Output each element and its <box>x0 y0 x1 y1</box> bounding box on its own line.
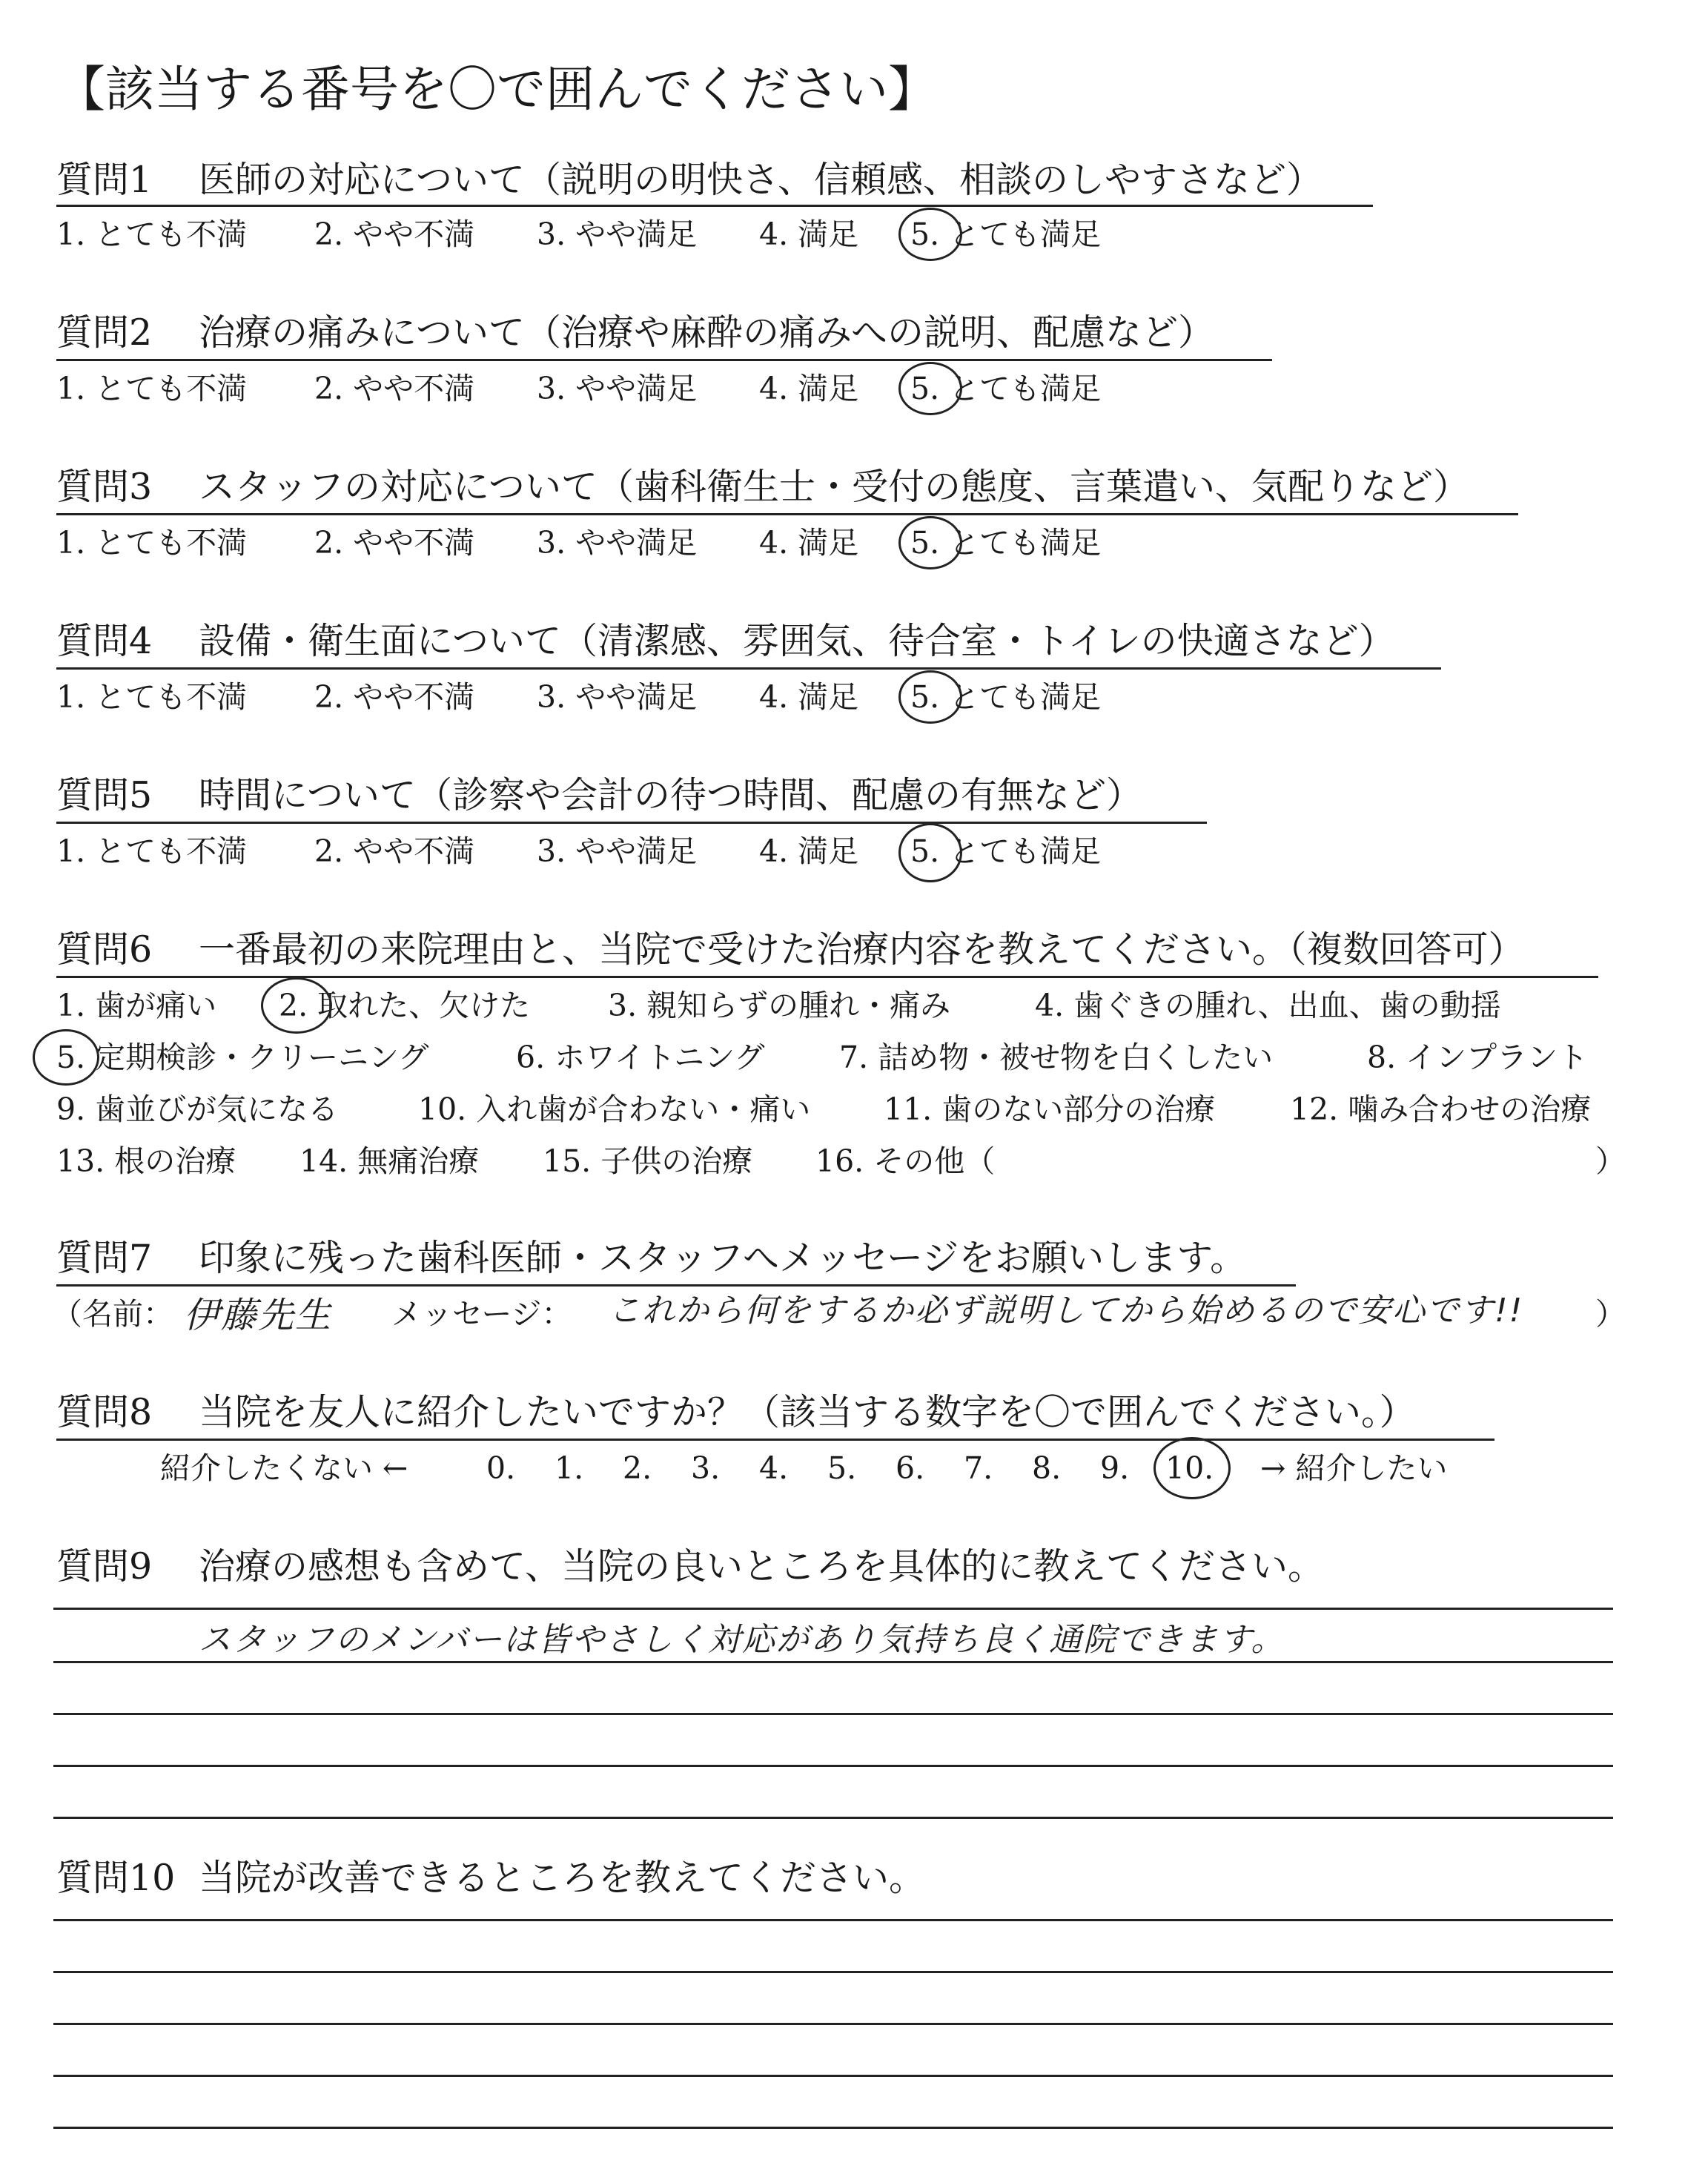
q6-option-9[interactable]: 9. 歯並びが気になる <box>56 1091 339 1127</box>
q1-option-4[interactable]: 4. 満足 <box>759 217 859 252</box>
question-8-label: 質問8 <box>56 1391 153 1433</box>
q5-option-1[interactable]: 1. とても不満 <box>56 833 248 869</box>
q6-other-close-paren: ） <box>1595 1143 1626 1179</box>
q8-scale-1[interactable]: 1. <box>555 1450 584 1486</box>
question-6-label: 質問6 <box>56 928 153 971</box>
q2-option-4[interactable]: 4. 満足 <box>759 371 859 406</box>
question-9-label: 質問9 <box>56 1545 153 1588</box>
question-2-label: 質問2 <box>56 311 153 354</box>
q8-scale-5[interactable]: 5. <box>827 1450 857 1486</box>
question-2-underline <box>56 359 1272 361</box>
question-9-text: 治療の感想も含めて、当院の良いところを具体的に教えてください。 <box>199 1545 1325 1588</box>
question-1-text: 医師の対応について（説明の明快さ、信頼感、相談のしやすさなど） <box>199 159 1323 201</box>
q6-option-8[interactable]: 8. インプラント <box>1367 1040 1589 1075</box>
q1-answer-circle <box>898 208 962 261</box>
question-3-label: 質問3 <box>56 466 153 508</box>
q3-answer-circle <box>898 516 962 569</box>
q3-option-4[interactable]: 4. 満足 <box>759 525 859 561</box>
q6-option-15[interactable]: 15. 子供の治療 <box>543 1143 753 1179</box>
question-4-text: 設備・衛生面について（清潔感、雰囲気、待合室・トイレの快適さなど） <box>199 620 1395 662</box>
q6-option-4[interactable]: 4. 歯ぐきの腫れ、出血、歯の動揺 <box>1035 988 1501 1023</box>
q8-scale-7[interactable]: 7. <box>964 1450 993 1486</box>
q6-option-5[interactable]: 5. 定期検診・クリーニング <box>56 1040 429 1075</box>
question-7-underline <box>56 1284 1296 1287</box>
q6-answer-circle-2 <box>261 977 332 1034</box>
question-10-text: 当院が改善できるところを教えてください。 <box>199 1857 926 1899</box>
q5-option-4[interactable]: 4. 満足 <box>759 833 859 869</box>
q7-close-paren: ） <box>1595 1296 1626 1332</box>
q6-option-1[interactable]: 1. 歯が痛い <box>56 988 217 1023</box>
q3-option-2[interactable]: 2. やや不満 <box>314 525 475 561</box>
q9-answer-line-1 <box>53 1608 1613 1610</box>
q4-option-3[interactable]: 3. やや満足 <box>537 679 698 715</box>
question-1-label: 質問1 <box>56 159 153 201</box>
q6-option-11[interactable]: 11. 歯のない部分の治療 <box>884 1091 1216 1127</box>
q6-option-16[interactable]: 16. その他（ <box>815 1143 996 1179</box>
q10-answer-line-4 <box>53 2075 1613 2077</box>
q4-answer-circle <box>898 670 962 724</box>
q1-option-2[interactable]: 2. やや不満 <box>314 217 475 252</box>
q6-option-14[interactable]: 14. 無痛治療 <box>299 1143 480 1179</box>
q8-scale-10[interactable]: 10. <box>1165 1450 1214 1486</box>
question-1-underline <box>56 205 1373 207</box>
q9-answer-line-3 <box>53 1713 1613 1715</box>
question-6-text: 一番最初の来院理由と、当院で受けた治療内容を教えてください。（複数回答可） <box>199 928 1525 971</box>
q8-right-label: → 紹介したい <box>1260 1450 1448 1486</box>
q10-answer-line-1 <box>53 1919 1613 1921</box>
q2-option-1[interactable]: 1. とても不満 <box>56 371 248 406</box>
q6-option-7[interactable]: 7. 詰め物・被せ物を白くしたい <box>839 1040 1274 1075</box>
question-3-underline <box>56 513 1518 515</box>
q5-option-5[interactable]: 5. とても満足 <box>910 833 1102 869</box>
question-5-underline <box>56 822 1207 824</box>
q4-option-1[interactable]: 1. とても不満 <box>56 679 248 715</box>
q10-answer-line-2 <box>53 1971 1613 1973</box>
q6-option-12[interactable]: 12. 噛み合わせの治療 <box>1290 1091 1592 1127</box>
q7-message-value: これから何をするか必ず説明してから始めるので安心です!! <box>608 1292 1524 1330</box>
q6-option-10[interactable]: 10. 入れ歯が合わない・痛い <box>418 1091 811 1127</box>
q9-answer-line-4 <box>53 1765 1613 1767</box>
q2-option-3[interactable]: 3. やや満足 <box>537 371 698 406</box>
q10-answer-line-5 <box>53 2127 1613 2129</box>
question-8-text: 当院を友人に紹介したいですか？（該当する数字を〇で囲んでください。） <box>199 1391 1416 1433</box>
q8-scale-2[interactable]: 2. <box>623 1450 652 1486</box>
q1-option-3[interactable]: 3. やや満足 <box>537 217 698 252</box>
q5-option-3[interactable]: 3. やや満足 <box>537 833 698 869</box>
q5-option-2[interactable]: 2. やや不満 <box>314 833 475 869</box>
q8-scale-3[interactable]: 3. <box>691 1450 721 1486</box>
question-4-underline <box>56 667 1441 670</box>
q8-scale-0[interactable]: 0. <box>486 1450 516 1486</box>
q2-option-5[interactable]: 5. とても満足 <box>910 371 1102 406</box>
q10-answer-line-3 <box>53 2023 1613 2025</box>
q2-answer-circle <box>898 362 962 415</box>
q8-scale-9[interactable]: 9. <box>1100 1450 1130 1486</box>
question-5-text: 時間について（診察や会計の待つ時間、配慮の有無など） <box>199 774 1143 816</box>
q2-option-2[interactable]: 2. やや不満 <box>314 371 475 406</box>
q6-option-13[interactable]: 13. 根の治療 <box>56 1143 236 1179</box>
question-8-underline <box>56 1439 1494 1441</box>
q8-answer-circle <box>1153 1437 1231 1499</box>
question-7-label: 質問7 <box>56 1237 153 1279</box>
question-7-text: 印象に残った歯科医師・スタッフへメッセージをお願いします。 <box>199 1237 1247 1279</box>
q6-option-2[interactable]: 2. 取れた、欠けた <box>279 988 531 1023</box>
question-3-text: スタッフの対応について（歯科衛生士・受付の態度、言葉遣い、気配りなど） <box>199 466 1470 508</box>
question-10-label: 質問10 <box>56 1857 176 1899</box>
q3-option-3[interactable]: 3. やや満足 <box>537 525 698 561</box>
question-4-label: 質問4 <box>56 620 153 662</box>
q6-answer-circle-5 <box>33 1029 99 1086</box>
q8-scale-8[interactable]: 8. <box>1032 1450 1062 1486</box>
q7-name-value: 伊藤先生 <box>184 1295 333 1336</box>
question-2-text: 治療の痛みについて（治療や麻酔の痛みへの説明、配慮など） <box>199 311 1215 354</box>
q9-answer-text: スタッフのメンバーは皆やさしく対応があり気持ち良く通院できます。 <box>199 1621 1285 1659</box>
q6-option-3[interactable]: 3. 親知らずの腫れ・痛み <box>608 988 951 1023</box>
q4-option-4[interactable]: 4. 満足 <box>759 679 859 715</box>
q7-message-label: メッセージ： <box>391 1296 572 1332</box>
q9-answer-line-5 <box>53 1817 1613 1819</box>
q8-scale-4[interactable]: 4. <box>759 1450 789 1486</box>
q3-option-5[interactable]: 5. とても満足 <box>910 525 1102 561</box>
q8-scale-6[interactable]: 6. <box>896 1450 925 1486</box>
q4-option-2[interactable]: 2. やや不満 <box>314 679 475 715</box>
q9-answer-line-2 <box>53 1661 1613 1663</box>
q3-option-1[interactable]: 1. とても不満 <box>56 525 248 561</box>
q7-name-label: （名前： <box>52 1296 173 1332</box>
q8-left-label: 紹介したくない ← <box>160 1450 408 1486</box>
q1-option-5[interactable]: 5. とても満足 <box>910 217 1102 252</box>
q5-answer-circle <box>898 823 962 882</box>
form-title: 【該当する番号を〇で囲んでください】 <box>56 61 937 118</box>
q1-option-1[interactable]: 1. とても不満 <box>56 217 248 252</box>
question-5-label: 質問5 <box>56 774 153 816</box>
q6-option-6[interactable]: 6. ホワイトニング <box>516 1040 765 1075</box>
q4-option-5[interactable]: 5. とても満足 <box>910 679 1102 715</box>
